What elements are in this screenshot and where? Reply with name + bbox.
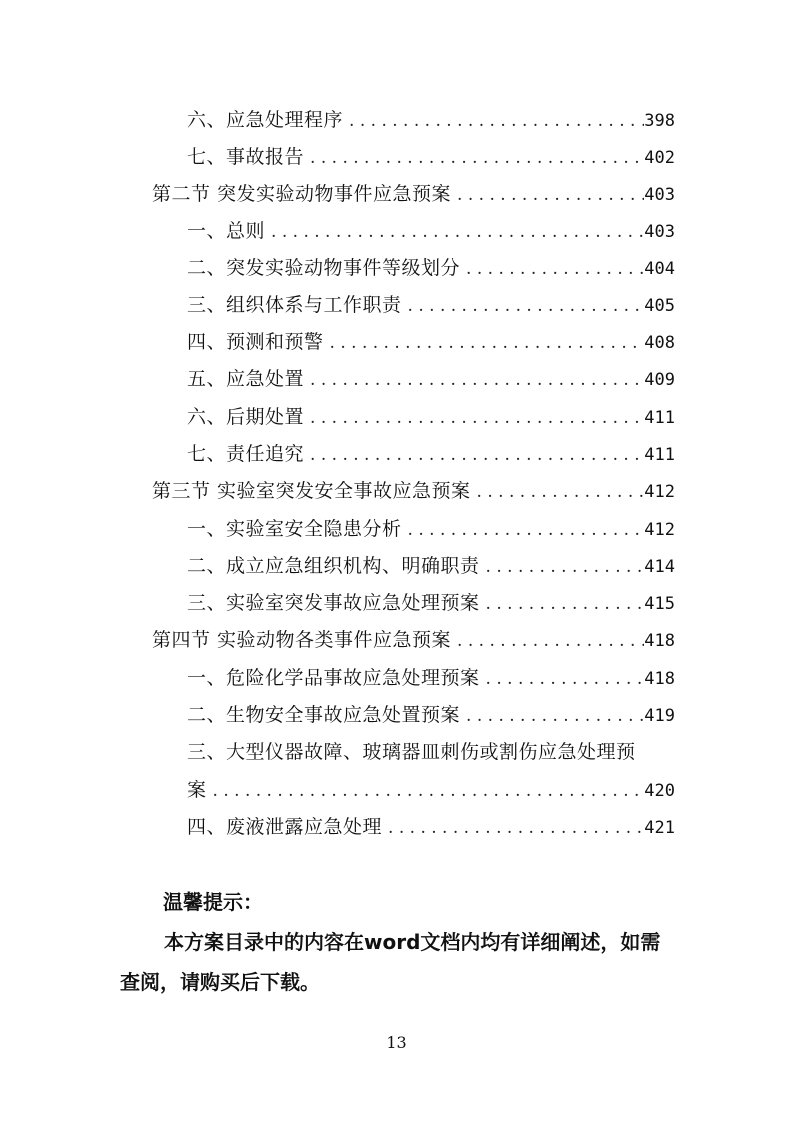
toc-leader-dots: [471, 476, 645, 508]
toc-entry-title: 六、应急处理程序: [187, 109, 344, 131]
toc-leader-dots: [265, 216, 644, 248]
toc-entry-title: 一、实验室安全隐患分析: [187, 518, 402, 540]
toc-entry-page: 408: [644, 333, 675, 353]
toc-entry-page: 419: [644, 706, 675, 726]
toc-entry: [187, 363, 675, 395]
toc-entry: [187, 699, 675, 731]
toc-entry: [187, 513, 675, 545]
toc-leader-dots: [402, 514, 645, 546]
toc-entry-page: 403: [644, 222, 675, 242]
toc-entry-title: 三、组织体系与工作职责: [187, 294, 402, 316]
toc-entry-page: 404: [644, 259, 675, 279]
toc-entry: [187, 215, 675, 247]
toc-entry: [187, 104, 675, 136]
toc-leader-dots: [460, 253, 644, 285]
toc-section-entry: [152, 475, 675, 507]
toc-entry-page: 420: [644, 781, 675, 801]
toc-entry-title: 二、突发实验动物事件等级划分: [187, 257, 461, 279]
toc-entry-title: 一、危险化学品事故应急处理预案: [187, 667, 480, 689]
toc-entry-title: 二、生物安全事故应急处置预案: [187, 704, 461, 726]
toc-entry: [187, 811, 675, 843]
toc-entry-page: 405: [644, 296, 675, 316]
toc-leader-dots: [382, 812, 644, 844]
toc-leader-dots: [402, 290, 645, 322]
toc-entry-title: 第四节 实验动物各类事件应急预案: [152, 629, 452, 651]
toc-entry: [187, 438, 675, 470]
toc-entry-page: 421: [644, 818, 675, 838]
toc-entry-page: 403: [644, 185, 675, 205]
toc-section-entry: [152, 624, 675, 656]
toc-leader-dots: [480, 551, 645, 583]
toc-entry-title: 六、后期处置: [187, 406, 305, 428]
tip-title: 温馨提示：: [163, 890, 263, 914]
toc-leader-dots: [451, 625, 644, 657]
toc-entry: [187, 550, 675, 582]
toc-leader-dots: [304, 439, 644, 471]
toc-entry: [187, 662, 675, 694]
toc-entry-title: 七、事故报告: [187, 146, 305, 168]
toc-entry-title: 第二节 突发实验动物事件应急预案: [152, 183, 452, 205]
toc-entry: [187, 141, 675, 173]
toc-entry-page: 415: [644, 594, 675, 614]
toc-leader-dots: [304, 142, 644, 174]
toc-entry-page: 402: [644, 148, 675, 168]
toc-leader-dots: [460, 700, 644, 732]
toc-entry-page: 412: [644, 520, 675, 540]
toc-entry: [187, 252, 675, 284]
toc-entry-title: 一、总则: [187, 220, 266, 242]
toc-entry-page: 414: [644, 557, 675, 577]
toc-entry-title: 案: [187, 779, 207, 801]
page-number: 13: [386, 1033, 407, 1052]
toc-entry: [187, 401, 675, 433]
toc-entry-page: 409: [644, 370, 675, 390]
toc-entry-page: 418: [644, 631, 675, 651]
toc-entry: [187, 774, 675, 806]
toc-entry-title: 五、应急处置: [187, 368, 305, 390]
toc-entry-page: 398: [644, 111, 675, 131]
toc-entry-title: 二、成立应急组织机构、明确职责: [187, 555, 480, 577]
tip-body: 本方案目录中的内容在word文档内均有详细阐述，如需查阅，请购买后下载。: [120, 930, 661, 994]
toc-entry-title: 三、实验室突发事故应急处理预案: [187, 592, 480, 614]
toc-entry-title: 四、预测和预警: [187, 331, 324, 353]
toc-entry: [187, 326, 675, 358]
toc-entry-title: 第三节 实验室突发安全事故应急预案: [152, 480, 471, 502]
toc-entry-page: 411: [644, 408, 675, 428]
toc-entry: [187, 289, 675, 321]
toc-leader-dots: [480, 588, 645, 620]
toc-section-entry: [152, 178, 675, 210]
toc-leader-dots: [451, 179, 644, 211]
toc-leader-dots: [324, 327, 645, 359]
toc-entry-page: 412: [644, 482, 675, 502]
toc-leader-dots: [480, 663, 645, 695]
toc-leader-dots: [207, 775, 645, 807]
toc-entry-page: 411: [644, 445, 675, 465]
toc-leader-dots: [343, 105, 644, 137]
toc-entry: [187, 587, 675, 619]
toc-leader-dots: [304, 364, 644, 396]
toc-entry-title-line1: 三、大型仪器故障、玻璃器皿刺伤或割伤应急处理预: [187, 741, 636, 763]
toc-entry-page: 418: [644, 669, 675, 689]
toc-leader-dots: [304, 402, 644, 434]
toc-entry-title: 四、废液泄露应急处理: [187, 816, 383, 838]
toc-entry-title: 七、责任追究: [187, 443, 305, 465]
